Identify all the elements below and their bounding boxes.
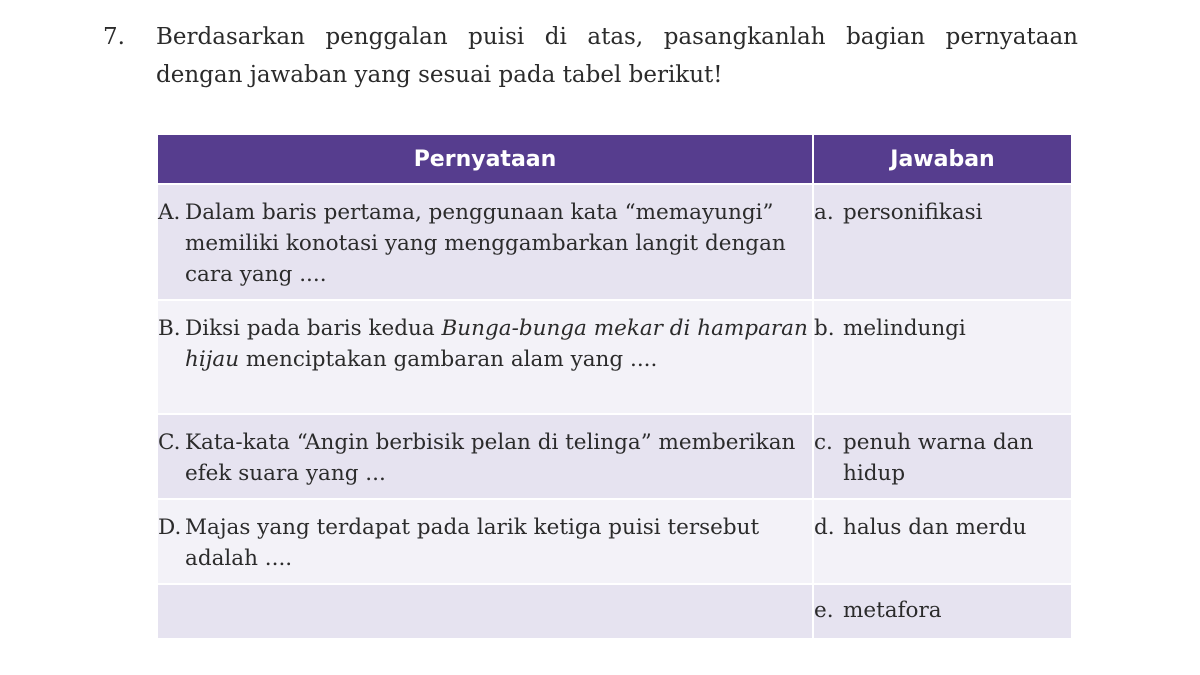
answer-letter: a. <box>814 200 834 225</box>
matching-table <box>158 135 1071 638</box>
answer-cell-d <box>813 499 1071 584</box>
statement-text: Kata-kata “Angin berbisik pelan di telinga” memberikan efek suara yang ... <box>185 430 796 486</box>
header-statement: Pernyataan <box>158 135 813 184</box>
table-row <box>158 584 1071 638</box>
header-answer: Jawaban <box>813 135 1071 184</box>
answer-letter: d. <box>814 515 835 540</box>
statement-letter: C. <box>158 430 181 455</box>
answer-cell-b <box>813 300 1071 414</box>
answer-cell-e <box>813 584 1071 638</box>
question-number: 7. <box>103 24 125 50</box>
question-block <box>103 18 1078 94</box>
statement-cell-a <box>158 184 813 300</box>
statement-text: Dalam baris pertama, penggunaan kata “memayungi” memiliki konotasi yang menggambarkan langit dengan cara yang .... <box>185 200 786 287</box>
question-text-line-2: dengan jawaban yang sesuai pada tabel berikut! <box>156 62 723 88</box>
question-text-line-1: Berdasarkan penggalan puisi di atas, pasangkanlah bagian pernyataan <box>156 24 1078 50</box>
statement-text-suffix: menciptakan gambaran alam yang .... <box>239 347 658 372</box>
answer-text: halus dan merdu <box>843 515 1027 540</box>
answer-text: melindungi <box>843 316 966 341</box>
answer-letter: e. <box>814 598 834 623</box>
statement-letter: A. <box>158 200 181 225</box>
statement-letter: B. <box>158 316 181 341</box>
answer-text: penuh warna dan hidup <box>843 430 1034 486</box>
table-row <box>158 499 1071 584</box>
statement-text-italic: Bunga-bunga mekar di hamparan hijau <box>185 316 808 372</box>
statement-text <box>185 313 812 375</box>
question-text <box>156 18 1078 94</box>
answer-text: metafora <box>843 598 942 623</box>
answer-cell-c <box>813 414 1071 499</box>
answer-letter: c. <box>814 430 833 455</box>
statement-letter: D. <box>158 515 182 540</box>
statement-cell-d <box>158 499 813 584</box>
statement-text: Majas yang terdapat pada larik ketiga puisi tersebut adalah .... <box>185 515 760 571</box>
statement-text-prefix: Diksi pada baris kedua <box>185 316 442 341</box>
statement-cell-b <box>158 300 813 414</box>
table-row <box>158 414 1071 499</box>
statement-cell-empty <box>158 584 813 638</box>
answer-text: personifikasi <box>843 200 983 225</box>
table-row <box>158 184 1071 300</box>
statement-cell-c <box>158 414 813 499</box>
table-row <box>158 300 1071 414</box>
answer-cell-a <box>813 184 1071 300</box>
answer-letter: b. <box>814 316 835 341</box>
table-header-row <box>158 135 1071 184</box>
